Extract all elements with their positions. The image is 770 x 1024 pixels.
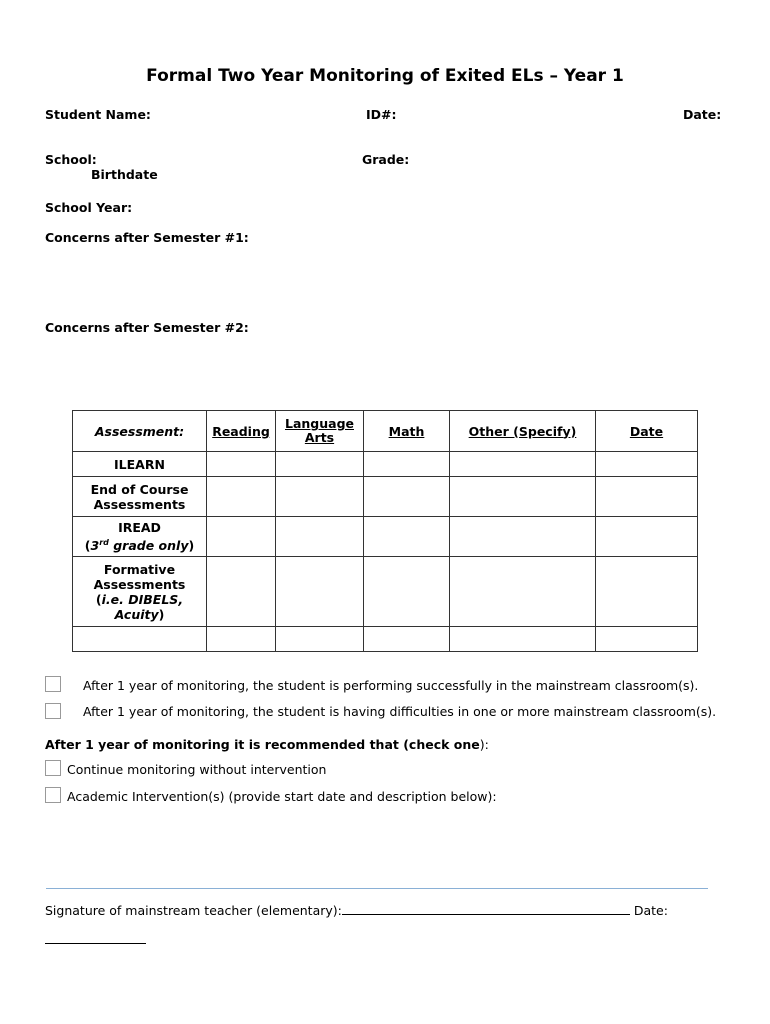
row-label-end-of-course: End of Course Assessments	[73, 477, 207, 517]
date-label: Date:	[683, 107, 722, 122]
table-row	[73, 627, 698, 652]
table-cell[interactable]	[207, 452, 276, 477]
header-date: Date	[596, 411, 698, 452]
table-cell[interactable]	[276, 477, 364, 517]
signature-line[interactable]	[342, 901, 630, 915]
recommendation-heading-text: After 1 year of monitoring it is recommended that (check one	[45, 737, 480, 752]
having-difficulties-label: After 1 year of monitoring, the student is having difficulties in one or more mainstream classroom(s).	[83, 704, 717, 719]
table-cell[interactable]	[596, 452, 698, 477]
grade-label: Grade:	[362, 152, 410, 167]
table-cell[interactable]	[596, 517, 698, 557]
formative-paren-open: (	[95, 591, 102, 607]
table-cell[interactable]	[596, 477, 698, 517]
header-assessment: Assessment:	[73, 411, 207, 452]
table-cell[interactable]	[276, 452, 364, 477]
header-reading: Reading	[207, 411, 276, 452]
table-cell[interactable]	[207, 627, 276, 652]
table-row	[73, 557, 698, 627]
assessment-table	[72, 410, 698, 652]
table-cell[interactable]	[596, 557, 698, 627]
table-cell[interactable]	[450, 557, 596, 627]
table-cell[interactable]	[450, 627, 596, 652]
recommendation-heading	[45, 737, 489, 752]
table-cell[interactable]	[596, 627, 698, 652]
section-divider	[46, 888, 708, 889]
continue-monitoring-label: Continue monitoring without intervention	[67, 762, 327, 777]
row-label-formative	[73, 557, 207, 627]
table-header-row	[73, 411, 698, 452]
table-row	[73, 517, 698, 557]
table-cell[interactable]	[207, 517, 276, 557]
formative-paren-close: )	[158, 606, 165, 622]
table-cell[interactable]	[276, 557, 364, 627]
header-math: Math	[364, 411, 450, 452]
signature-label: Signature of mainstream teacher (elementary):	[45, 903, 342, 918]
table-cell[interactable]	[73, 627, 207, 652]
signature-date-label: Date:	[633, 903, 668, 918]
table-cell[interactable]	[207, 557, 276, 627]
academic-intervention-checkbox[interactable]	[45, 787, 61, 803]
iread-paren-open: (	[84, 538, 91, 554]
performing-successfully-label: After 1 year of monitoring, the student is performing successfully in the mainstream classroom(s).	[83, 678, 699, 693]
table-cell[interactable]	[364, 452, 450, 477]
table-cell[interactable]	[450, 452, 596, 477]
row-label-iread	[73, 517, 207, 557]
table-cell[interactable]	[276, 627, 364, 652]
header-language-arts: Language Arts	[276, 411, 364, 452]
table-row	[73, 452, 698, 477]
iread-grade-sup: rd	[99, 537, 109, 547]
concerns-semester-1-label: Concerns after Semester #1:	[45, 230, 249, 245]
table-cell[interactable]	[364, 557, 450, 627]
table-row	[73, 477, 698, 517]
formative-name: Formative Assessments	[93, 561, 186, 592]
iread-name: IREAD	[118, 519, 161, 535]
id-label: ID#:	[366, 107, 397, 122]
academic-intervention-label: Academic Intervention(s) (provide start date and description below):	[67, 789, 497, 804]
table-cell[interactable]	[364, 477, 450, 517]
row-label-ilearn: ILEARN	[73, 452, 207, 477]
table-cell[interactable]	[450, 517, 596, 557]
signature-row	[45, 901, 668, 918]
school-label: School:	[45, 152, 97, 167]
school-year-label: School Year:	[45, 200, 133, 215]
table-cell[interactable]	[364, 517, 450, 557]
concerns-semester-2-label: Concerns after Semester #2:	[45, 320, 249, 335]
page-title: Formal Two Year Monitoring of Exited ELs – Year 1	[146, 66, 624, 86]
table-cell[interactable]	[276, 517, 364, 557]
signature-date-line[interactable]	[45, 943, 146, 944]
recommendation-heading-tail: ):	[479, 737, 489, 752]
iread-grade-rest: grade only	[108, 538, 189, 554]
continue-monitoring-checkbox[interactable]	[45, 760, 61, 776]
iread-grade-num: 3	[90, 538, 100, 554]
table-cell[interactable]	[450, 477, 596, 517]
birthdate-label: Birthdate	[91, 167, 158, 182]
table-cell[interactable]	[207, 477, 276, 517]
header-other: Other (Specify)	[450, 411, 596, 452]
performing-successfully-checkbox[interactable]	[45, 676, 61, 692]
student-name-label: Student Name:	[45, 107, 151, 122]
having-difficulties-checkbox[interactable]	[45, 703, 61, 719]
formative-note: i.e. DIBELS, Acuity	[101, 591, 184, 622]
table-cell[interactable]	[364, 627, 450, 652]
iread-paren-close: )	[188, 538, 195, 554]
